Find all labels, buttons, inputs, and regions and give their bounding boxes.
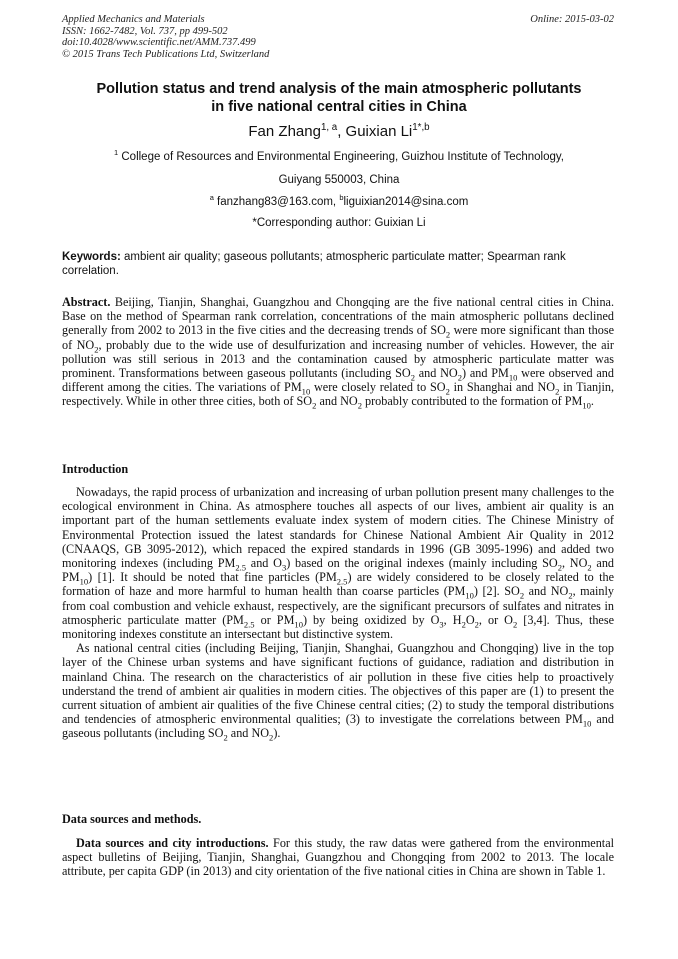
subscript: 2 <box>587 562 592 573</box>
abstract-text: . <box>590 394 594 409</box>
abstract-text: were closely related to SO <box>310 380 446 395</box>
abstract-text: and NO <box>316 394 358 409</box>
paragraph-text: and NO <box>227 726 270 741</box>
data-sources-heading: Data sources and methods. <box>62 812 202 826</box>
title-line-1: Pollution status and trend analysis of the main atmospheric pollutants <box>96 81 582 97</box>
author-2: Guixian Li <box>345 123 413 140</box>
email-b-sup: b <box>339 193 344 203</box>
subscript: 2 <box>445 386 450 397</box>
paragraph-text: ) are widely considered to be closely related to the formation of haze and more harmful to human health than coarse particles (PM <box>62 570 614 599</box>
subscript: 2 <box>555 386 560 397</box>
subscript: 2 <box>461 619 466 630</box>
paragraph-text: , H <box>443 612 462 627</box>
abstract-text: in Tianjin, respectively. While in other three cities, both of SO <box>62 380 614 409</box>
paragraph-text: O <box>465 612 475 627</box>
abstract-text: were observed and different among the cities. The variations of PM <box>62 366 614 395</box>
paragraph-text: and NO <box>524 584 569 599</box>
keywords-label: Keywords: <box>62 251 121 263</box>
subscript: 2.5 <box>235 562 247 573</box>
journal-doi: doi:10.4028/www.scientific.net/AMM.737.499 <box>62 37 256 48</box>
affiliation-text: College of Resources and Environmental Engineering, Guizhou Institute of Technology, <box>118 151 564 163</box>
author-1-sup: 1, a <box>320 122 338 133</box>
paragraph-text: , NO <box>562 556 588 571</box>
subscript: 2 <box>445 329 451 340</box>
abstract-label: Abstract. <box>62 295 111 309</box>
paragraph-text: and PM <box>62 556 615 585</box>
introduction-heading: Introduction <box>62 462 129 476</box>
subscript: 10 <box>79 576 89 587</box>
paragraph-text: Nowadays, the rapid process of urbanization and increasing of urban pollution present many challenges to the ecological environment in China. As atmosphere touches all aspects of our lives, ambient air quality is an important part of the human settlements evaluate index system of modern cities. The Chinese Ministry of Environmental Protection issued the latest standards for Chinese National Ambient Air Quality in 2012 (CNAAQS, GB 3095-2012), which repaced the expired standards in 1996 (GB 3095-1996) and added two monitoring indexes (including PM <box>62 485 614 571</box>
abstract-text: ) and PM <box>462 366 509 381</box>
subscript: 10 <box>301 386 311 397</box>
paragraph-text: and O <box>246 556 282 571</box>
abstract <box>62 295 614 409</box>
subscript: 2 <box>457 372 462 383</box>
journal-header <box>62 14 614 60</box>
abstract-text: were more significant than those of NO <box>62 323 615 352</box>
journal-issn: ISSN: 1662-7482, Vol. 737, pp 499-502 <box>62 25 228 37</box>
subscript: 2 <box>269 732 274 743</box>
paper-title <box>40 80 638 116</box>
paragraph-text: or PM <box>254 612 295 627</box>
subscript: 2 <box>568 590 573 601</box>
subscript: 3 <box>281 562 287 573</box>
paragraph-text: , mainly from coal combustion and vehicle exhaust, respectively, are the significant precursors of sulfates and nitrates in atmospheric particulate matter (PM <box>62 584 614 627</box>
corresponding-author: *Corresponding author: Guixian Li <box>252 217 426 229</box>
paragraph-text: , or O <box>478 612 513 627</box>
subscript: 10 <box>582 400 591 411</box>
subscript: 2.5 <box>336 576 348 587</box>
abstract-text: and NO <box>414 366 458 381</box>
abstract-text: , probably due to the wide use of desulfurization and increasing number of vehicles. However, the air pollution was still serious in 2013 and the contamination caused by atmospheric particulate matter was prominent. Transformations between gaseous pollutants (including SO <box>62 337 614 381</box>
subscript: 10 <box>294 619 303 630</box>
abstract-text: Beijing, Tianjin, Shanghai, Guangzhou and Chongqing are the five national central cities in China. Base on the method of Spearman rank correlation, concentrations of the main atmospheric pollutans declined generally from 2002 to 2013 in the five cities and the decreasing trends of SO <box>62 295 614 338</box>
affiliation-line-2: Guiyang 550003, China <box>278 174 400 186</box>
affiliation-sup: 1 <box>114 148 119 158</box>
subscript: 2 <box>94 344 99 355</box>
email-b: liguixian2014@sina.com <box>343 196 469 208</box>
data-sources-paragraph <box>62 836 614 879</box>
journal-name: Applied Mechanics and Materials <box>62 14 205 25</box>
author-2-sup: 1*,b <box>412 122 430 133</box>
subscript: 2 <box>357 400 362 411</box>
email-a-sup: a <box>209 193 214 203</box>
abstract-text: probably contributed to the formation of PM <box>361 394 583 409</box>
title-line-2: in five national central cities in China <box>211 99 467 115</box>
paragraph-text: ) by being oxidized by O <box>302 612 440 627</box>
paragraph-text: As national central cities (including Beijing, Tianjin, Shanghai, Guangzhou and Chongqing) live in the top layer of the Chinese urban systems and have significant fuctions of guidance, radiation and distribution in mainland China. The research on the characteristics of air pollution in these five cities help to proactively understand the trend of ambient air qualities in modern cities. The objectives of this paper are (1) to present the current situation of ambient air qualities of the five Chinese central cities; (2) to study the temporal distributions and tendencies of atmospheric environmental qualities; (3) to investigate the correlations between PM <box>62 641 614 727</box>
author-1: Fan Zhang <box>248 123 321 140</box>
email-line <box>40 195 638 209</box>
keywords-text: ambient air quality; gaseous pollutants; atmospheric particulate matter; Spearman rank correlation. <box>62 251 566 277</box>
subscript: 2 <box>474 619 479 630</box>
paragraph-text: ) [1]. It should be noted that fine particles (PM <box>88 570 337 585</box>
data-sources-body <box>62 836 614 879</box>
paragraph-text: [3,4]. Thus, these monitoring indexes constitute an intersectant but distinctive system. <box>62 612 614 642</box>
paragraph-text: For this study, the raw datas were gathered from the environmental aspect bulletins of Beijing, Tianjin, Shanghai, Guangzhou and Chongqing from 2002 to 2013. The locale attribute, per capita GDP (in 2013) and city orientation of the five national cities in China are shown in Table 1. <box>62 836 614 879</box>
abstract-text: in Shanghai and NO <box>449 380 556 395</box>
subscript: 2 <box>512 619 518 630</box>
subscript: 2.5 <box>243 619 255 630</box>
subscript: 2 <box>223 732 228 743</box>
email-a: fanzhang83@163.com, <box>213 196 340 208</box>
subscript: 2 <box>519 590 525 601</box>
journal-copyright: © 2015 Trans Tech Publications Ltd, Switzerland <box>62 48 270 60</box>
online-date: Online: 2015-03-02 <box>530 14 614 25</box>
subscript: 10 <box>508 372 518 383</box>
intro-paragraph-1 <box>62 485 614 641</box>
subscript: 3 <box>439 619 444 630</box>
intro-paragraph-2 <box>62 641 614 743</box>
paragraph-text: ). <box>273 726 281 741</box>
subscript: 2 <box>557 562 562 573</box>
author-separator: , <box>337 123 346 140</box>
introduction-body <box>62 485 614 741</box>
data-sources-subheading: Data sources and city introductions. <box>76 836 269 850</box>
author-list <box>40 123 638 141</box>
paragraph-text: ) [2]. SO <box>473 584 520 599</box>
paragraph-text: ) based on the original indexes (mainly including SO <box>286 556 558 571</box>
paragraph-text: and gaseous pollutants (including SO <box>62 712 614 741</box>
subscript: 2 <box>312 400 317 411</box>
affiliation-line-1 <box>40 150 638 164</box>
keywords <box>62 250 614 278</box>
subscript: 2 <box>410 372 415 383</box>
subscript: 10 <box>582 718 592 729</box>
subscript: 10 <box>465 590 474 601</box>
